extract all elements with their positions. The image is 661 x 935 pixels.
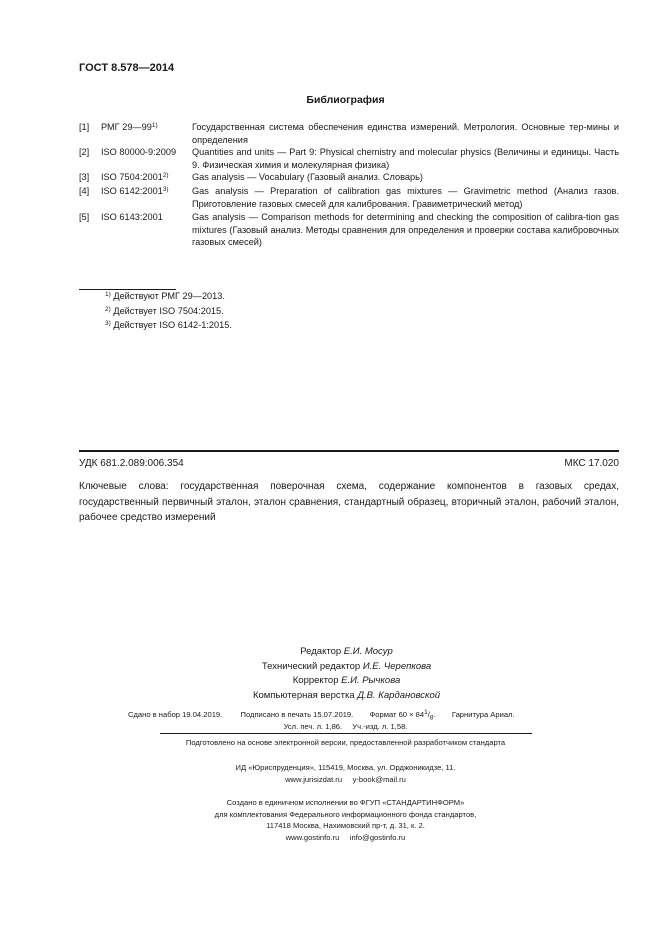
producer-email-link[interactable]: info@gostinfo.ru	[349, 832, 406, 842]
bibliography-entry	[79, 146, 619, 171]
entry-code: ISO 6143:2001	[101, 212, 163, 222]
entry-text: Quantities and units — Part 9: Physical chemistry and molecular physics (Величины и единицы. Часть 9. Физическая химия и молекулярная физика)	[192, 147, 619, 170]
footnote-mark: 2)	[162, 172, 169, 179]
corrector-credit: Корректор Е.И. Рычкова	[292, 675, 401, 686]
udk-code: УДК 681.2.089:006.354	[79, 458, 184, 469]
bibliography-title: Библиография	[306, 94, 385, 106]
footnote-mark: 1)	[151, 122, 158, 129]
publisher-contacts	[30, 774, 661, 786]
publisher-block	[0, 762, 661, 785]
footnote-mark: 3)	[105, 320, 111, 327]
publisher-site-link[interactable]: www.jurisizdat.ru	[285, 774, 343, 784]
entry-number: [2]	[79, 147, 90, 157]
keywords: Ключевые слова: государственная поверочная схема, содержание компонентов в газовых средах, государственный первичный эталон, эталон сравнения, стандартный образец, вторичный эталон, рабочий эталон, рабочее средство измерений	[79, 481, 619, 523]
layout-credit: Компьютерная верстка Д.В. Кардановской	[252, 689, 441, 701]
signed-date: Подписано в печать 15.07.2019.	[240, 710, 354, 719]
entry-number: [4]	[79, 186, 90, 196]
print-divider	[160, 733, 532, 734]
format: Формат $60 \times 84^1/_8$.	[369, 709, 436, 722]
producer-line: Создано в единичном исполнении во ФГУП «СТАНДАРТИНФОРМ»	[226, 798, 465, 807]
prepared-note: Подготовлено на основе электронной версии, предоставленной разработчиком стандарта	[185, 738, 506, 747]
entry-text: Gas analysis — Preparation of calibration gas mixtures — Gravimetric method (Анализ газов. Приготовление газовых смесей для калибрования. Гравиметрический метод)	[192, 186, 619, 209]
editor-credit: Редактор Е.И. Мосур	[300, 646, 393, 657]
footnote-mark: 3)	[162, 186, 169, 193]
bibliography-entry	[79, 211, 619, 249]
producer-block	[0, 797, 661, 843]
print-info-line	[128, 710, 515, 722]
footnote-mark: 1)	[105, 291, 111, 298]
producer-line: для комплектования Федерального информационного фонда стандартов,	[214, 809, 477, 819]
publisher-email-link[interactable]: y-book@mail.ru	[352, 774, 406, 784]
bibliography-entry	[79, 171, 619, 184]
producer-address: 117418 Москва, Нахимовский пр-т, д. 31, к. 2.	[266, 821, 425, 830]
entry-number: [1]	[79, 122, 90, 132]
standard-code: ГОСТ 8.578—2014	[79, 62, 175, 74]
footnote-divider	[79, 289, 176, 290]
mks-code: МКС 17.020	[564, 458, 619, 469]
entry-code: РМГ 29—99$^{1)}$	[101, 122, 158, 132]
entry-text: Государственная система обеспечения единства измерений. Метрология. Основные тер-мины и определения	[192, 122, 619, 145]
entry-code: ISO 7504:2001$^{2)}$	[101, 172, 169, 182]
footnote: $^{2)}$ Действует ISO 7504:2015.	[105, 306, 224, 316]
typeface: Гарнитура Ариал.	[451, 710, 515, 719]
entry-text: Gas analysis — Vocabulary (Газовый анализ. Словарь)	[192, 172, 423, 182]
print-sheets-line	[0, 722, 661, 731]
edit-sheets: Уч.-изд. л. 1,58.	[352, 722, 408, 731]
footnote: $^{1)}$ Действуют РМГ 29—2013.	[105, 291, 225, 301]
entry-text: Gas analysis — Comparison methods for determining and checking the composition of calibra-tion gas mixtures (Газовый анализ. Методы сравнения для определения и проверки состава калибровочных газовых смесей)	[192, 212, 619, 247]
print-sheets: Усл. печ. л. 1,86.	[283, 722, 343, 731]
footnote-mark: 2)	[105, 306, 111, 313]
producer-site-link[interactable]: www.gostinfo.ru	[285, 832, 340, 842]
publisher-address: ИД «Юриспруденция», 115419, Москва, ул. Орджоникидзе, 11.	[235, 763, 456, 772]
set-date: Сдано в набор 19.04.2019.	[128, 710, 223, 719]
entry-code: ISO 6142:2001$^{3)}$	[101, 186, 169, 196]
entry-number: [3]	[79, 172, 90, 182]
footnote: $^{3)}$ Действует ISO 6142-1:2015.	[105, 320, 232, 330]
editorial-credits	[0, 645, 661, 703]
tech-editor-credit: Технический редактор И.Е. Черепкова	[261, 660, 432, 672]
entry-code: ISO 80000-9:2009	[101, 147, 177, 157]
entry-number: [5]	[79, 212, 90, 222]
bibliography-entry	[79, 121, 619, 146]
classification-divider	[79, 450, 619, 452]
producer-contacts	[30, 832, 661, 844]
bibliography-entry	[79, 185, 619, 210]
